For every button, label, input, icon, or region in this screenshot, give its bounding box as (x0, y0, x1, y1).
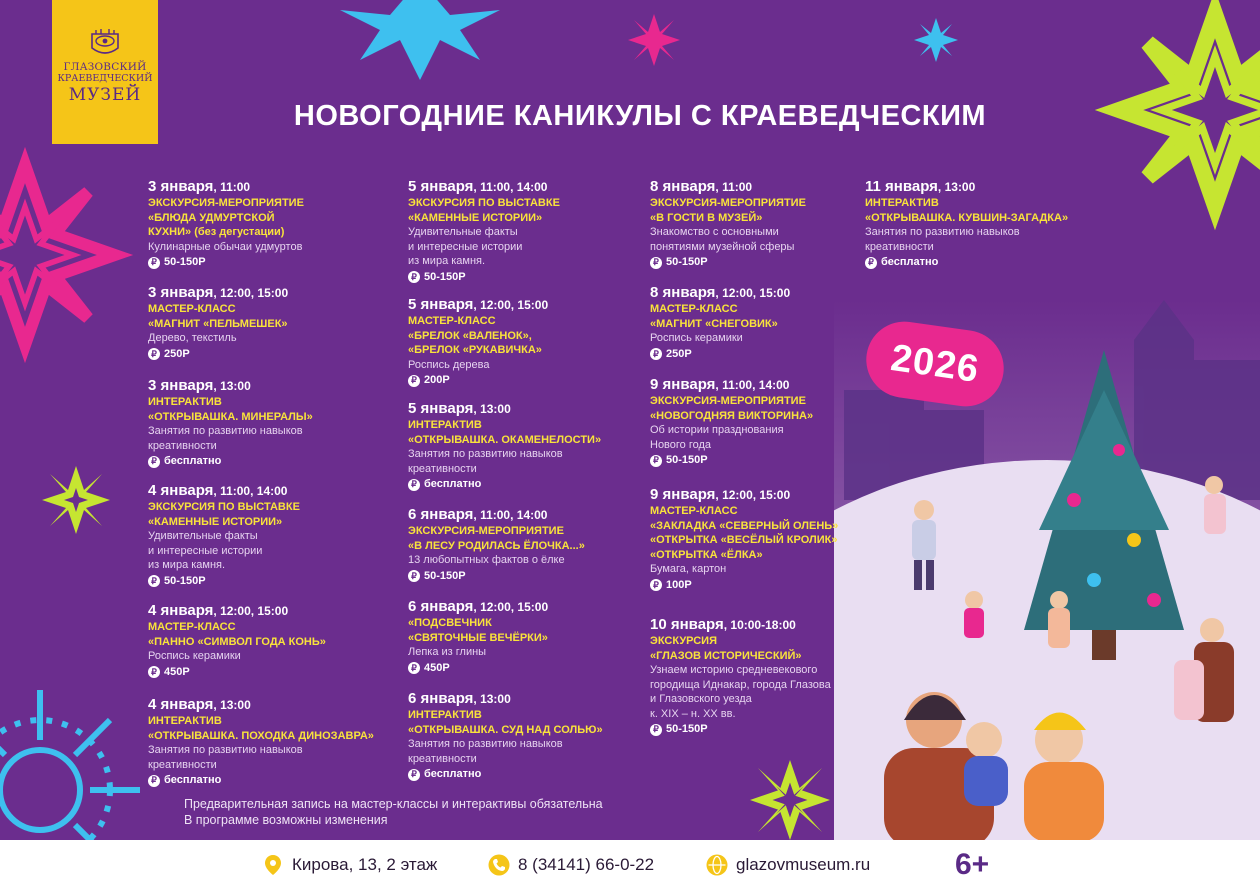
event-date-text: 8 января (650, 284, 716, 301)
event-item (408, 296, 648, 388)
event-title-line: ИНТЕРАКТИВ (148, 715, 222, 727)
phone-text[interactable]: 8 (34141) 66-0-22 (518, 855, 655, 874)
event-date-text: 11 января (865, 178, 938, 195)
event-time: , 12:00, 15:00 (473, 600, 549, 614)
event-description-line: Роспись керамики (148, 650, 241, 662)
event-price-value: 50-150Р (424, 270, 466, 283)
event-item (408, 506, 648, 584)
event-price (650, 255, 890, 270)
event-price (408, 477, 648, 492)
event-title-line: КУХНИ» (без дегустации) (148, 226, 285, 238)
event-description-line: креативности (408, 462, 477, 475)
ruble-icon: ₽ (148, 257, 160, 269)
event-price (408, 661, 648, 676)
event-time: , 11:00, 14:00 (213, 484, 288, 498)
note-changes: В программе возможны изменения (184, 813, 388, 827)
event-title-line: ЭКСКУРСИЯ-МЕРОПРИЯТИЕ (650, 197, 806, 209)
event-date-text: 4 января (148, 696, 214, 713)
event-title-line: ЭКСКУРСИЯ (650, 635, 717, 647)
event-price (408, 270, 648, 285)
ruble-icon: ₽ (650, 579, 662, 591)
event-description-line: Удивительные факты (408, 226, 518, 238)
footer-phone[interactable] (488, 854, 654, 876)
year-badge: 2026 (861, 317, 1008, 411)
event-description-line: Кулинарные обычаи удмуртов (148, 240, 303, 253)
event-price-value: 100Р (666, 578, 692, 591)
event-price (650, 453, 890, 468)
event-description-line: 13 любопытных фактов о ёлке (408, 554, 565, 566)
event-description-line: Роспись керамики (650, 332, 743, 344)
event-title-line: МАСТЕР-КЛАСС (408, 315, 496, 327)
event-title-line: МАСТЕР-КЛАСС (650, 505, 738, 517)
map-pin-icon (262, 854, 284, 876)
event-date (650, 486, 890, 504)
event-title-line: ЭКСКУРСИЯ-МЕРОПРИЯТИЕ (650, 395, 806, 407)
event-item (408, 690, 648, 782)
event-date (408, 506, 648, 524)
notes (184, 796, 603, 828)
ruble-icon: ₽ (650, 455, 662, 467)
event-date-text: 3 января (148, 284, 214, 301)
event-title-line: «ОТКРЫТКА «ВЕСЁЛЫЙ КРОЛИК» (650, 534, 838, 546)
event-time: , 13:00 (937, 180, 976, 194)
event-price-value: бесплатно (424, 768, 482, 780)
event-date-text: 4 января (148, 602, 214, 619)
event-price (148, 454, 388, 469)
event-item (408, 400, 648, 492)
event-price (148, 347, 388, 362)
event-date (408, 178, 648, 196)
event-date (650, 376, 890, 394)
event-description-line: из мира камня. (148, 559, 226, 571)
ruble-icon: ₽ (148, 666, 160, 678)
logo-line-3: МУЗЕЙ (68, 85, 142, 105)
event-title-line: ЭКСКУРСИЯ ПО ВЫСТАВКЕ (148, 501, 300, 513)
page-title: НОВОГОДНИЕ КАНИКУЛЫ С КРАЕВЕДЧЕСКИМ (293, 100, 987, 132)
event-title-line: ЭКСКУРСИЯ-МЕРОПРИЯТИЕ (148, 197, 304, 209)
museum-logo (52, 0, 158, 144)
event-title-line: ИНТЕРАКТИВ (865, 197, 939, 209)
event-description-line: креативности (148, 439, 217, 452)
event-time: , 10:00-18:00 (723, 618, 796, 632)
event-description-line: Занятия по развитию навыков (408, 448, 563, 460)
age-rating: 6+ (955, 848, 990, 881)
event-price (650, 578, 890, 593)
event-title-line: ЭКСКУРСИЯ-МЕРОПРИЯТИЕ (408, 525, 564, 537)
event-price-value: 50-150Р (164, 574, 206, 587)
event-time: , 11:00 (213, 180, 251, 194)
event-description-line: Узнаем историю средневекового (650, 664, 818, 676)
event-title-line: «ОТКРЫТКА «ЁЛКА» (650, 548, 763, 561)
event-price-value: 450Р (424, 661, 450, 674)
event-description-line: Занятия по развитию навыков (148, 744, 303, 756)
event-description-line: Нового года (650, 438, 712, 451)
event-description-line: из мира камня. (408, 255, 486, 267)
event-description-line: Бумага, картон (650, 563, 727, 575)
event-description-line: понятиями музейной сферы (650, 240, 795, 253)
event-price-value: 250Р (666, 347, 692, 360)
event-title-line: ЭКСКУРСИЯ ПО ВЫСТАВКЕ (408, 197, 560, 209)
ruble-icon: ₽ (148, 575, 160, 587)
event-item (650, 376, 890, 468)
event-title-line: МАСТЕР-КЛАСС (148, 621, 236, 633)
event-item (408, 598, 648, 676)
address-text: Кирова, 13, 2 этаж (292, 855, 438, 874)
ruble-icon: ₽ (650, 257, 662, 269)
event-title-line: «ПАННО «СИМВОЛ ГОДА КОНЬ» (148, 635, 326, 648)
website-link[interactable]: glazovmuseum.ru (736, 855, 871, 874)
event-date-text: 5 января (408, 178, 474, 195)
ruble-icon: ₽ (408, 375, 420, 387)
event-date (148, 284, 388, 302)
event-title-line: «ОТКРЫВАШКА. СУД НАД СОЛЬЮ» (408, 723, 603, 736)
event-date (650, 284, 890, 302)
event-title-line: «МАГНИТ «ПЕЛЬМЕШЕК» (148, 317, 288, 330)
logo-line-2: КРАЕВЕДЧЕСКИЙ (57, 73, 153, 84)
event-item (148, 602, 388, 680)
event-time: , 12:00, 15:00 (473, 298, 549, 312)
event-time: , 13:00 (473, 692, 511, 706)
event-title-line: «В ГОСТИ В МУЗЕЙ» (650, 211, 763, 224)
event-date-text: 4 января (148, 482, 214, 499)
event-time: , 12:00, 15:00 (715, 488, 791, 502)
event-time: , 13:00 (473, 402, 511, 416)
event-item (148, 178, 388, 270)
footer-address (262, 854, 437, 876)
ruble-icon: ₽ (650, 348, 662, 360)
event-item (650, 284, 890, 362)
note-registration: Предварительная запись на мастер-классы и интерактивы обязательна (184, 797, 603, 811)
event-title-line: «БЛЮДА УДМУРТСКОЙ (148, 211, 275, 224)
ruble-icon: ₽ (148, 775, 160, 787)
event-title-line: «БРЕЛОК «РУКАВИЧКА» (408, 344, 542, 356)
event-date-text: 10 января (650, 616, 724, 633)
event-title-line: «ПОДСВЕЧНИК (408, 617, 492, 629)
phone-icon (488, 854, 510, 876)
event-title-line: «ЗАКЛАДКА «СЕВЕРНЫЙ ОЛЕНЬ» (650, 519, 839, 532)
event-title-line: «КАМЕННЫЕ ИСТОРИИ» (408, 211, 543, 224)
event-title-line: ИНТЕРАКТИВ (408, 709, 482, 721)
event-date (408, 296, 648, 314)
event-title-line: «В ЛЕСУ РОДИЛАСЬ ЁЛОЧКА...» (408, 539, 585, 552)
event-time: , 13:00 (213, 698, 251, 712)
event-description-line: Знакомство с основными (650, 226, 779, 238)
event-price (148, 255, 388, 270)
event-time: , 11:00, 14:00 (473, 508, 548, 522)
ruble-icon: ₽ (408, 479, 420, 491)
event-price-value: 200Р (424, 374, 450, 386)
event-date (650, 616, 890, 634)
event-title-line: «ОТКРЫВАШКА. ОКАМЕНЕЛОСТИ» (408, 433, 602, 446)
event-item (865, 178, 1105, 270)
event-date-text: 9 января (650, 376, 716, 393)
event-description-line: Занятия по развитию навыков (148, 425, 303, 437)
event-time: , 12:00, 15:00 (213, 604, 289, 618)
event-description-line: Лепка из глины (408, 646, 487, 658)
event-item (650, 486, 890, 593)
eye-hand-icon (86, 28, 124, 58)
event-item (148, 377, 388, 469)
event-date-text: 9 января (650, 486, 716, 503)
event-date (408, 690, 648, 708)
event-price-value: 450Р (164, 665, 190, 678)
event-price-value: бесплатно (164, 455, 222, 467)
ruble-icon: ₽ (408, 769, 420, 781)
event-price-value: бесплатно (164, 774, 222, 786)
event-date (408, 400, 648, 418)
logo-line-1: ГЛАЗОВСКИЙ (63, 61, 147, 73)
event-title-line: «КАМЕННЫЕ ИСТОРИИ» (148, 515, 283, 528)
event-date-text: 6 января (408, 598, 474, 615)
event-date-text: 5 января (408, 296, 474, 313)
event-date-text: 6 января (408, 690, 474, 707)
event-date (148, 377, 388, 395)
event-description-line: креативности (148, 758, 217, 771)
event-date-text: 6 января (408, 506, 474, 523)
event-price-value: 50-150Р (666, 256, 708, 268)
event-price (865, 255, 1105, 270)
event-item (650, 616, 890, 737)
event-price (148, 665, 388, 680)
event-description-line: Занятия по развитию навыков (865, 226, 1020, 238)
event-title-line: «НОВОГОДНЯЯ ВИКТОРИНА» (650, 409, 814, 422)
event-date (148, 178, 388, 196)
event-time: , 11:00 (715, 180, 753, 194)
event-price (408, 569, 648, 584)
event-date-text: 5 января (408, 400, 474, 417)
event-description-line: Роспись дерева (408, 358, 490, 371)
event-title-line: «ОТКРЫВАШКА. ПОХОДКА ДИНОЗАВРА» (148, 729, 374, 742)
event-date-text: 8 января (650, 178, 716, 195)
event-date-text: 3 января (148, 377, 214, 394)
event-description-line: Удивительные факты (148, 530, 258, 542)
event-date (650, 178, 890, 196)
ruble-icon: ₽ (408, 662, 420, 674)
event-date (865, 178, 1105, 196)
event-item (148, 284, 388, 362)
event-price-value: 50-150Р (424, 569, 466, 582)
event-date (408, 598, 648, 616)
event-time: , 12:00, 15:00 (715, 286, 791, 300)
event-title-line: «СВЯТОЧНЫЕ ВЕЧЁРКИ» (408, 631, 548, 644)
event-description-line: Занятия по развитию навыков (408, 738, 563, 750)
event-title-line: ИНТЕРАКТИВ (148, 396, 222, 408)
event-description-line: креативности (408, 752, 477, 765)
event-description-line: Об истории празднования (650, 424, 784, 436)
event-description-line: креативности (865, 240, 934, 253)
event-price-value: 50-150Р (666, 723, 708, 735)
event-description-line: и Глазовского уезда (650, 693, 752, 705)
event-description-line: городища Иднакар, города Глазова (650, 678, 831, 691)
event-date (148, 696, 388, 714)
event-title-line: МАСТЕР-КЛАСС (148, 303, 236, 315)
event-date (148, 482, 388, 500)
event-price-value: 50-150Р (666, 454, 708, 466)
event-title-line: «МАГНИТ «СНЕГОВИК» (650, 317, 778, 330)
event-title-line: «ОТКРЫВАШКА. КУВШИН-ЗАГАДКА» (865, 211, 1069, 224)
event-price (408, 767, 648, 782)
ruble-icon: ₽ (148, 348, 160, 360)
event-title-line: МАСТЕР-КЛАСС (650, 303, 738, 315)
ruble-icon: ₽ (650, 724, 662, 736)
event-price (148, 773, 388, 788)
event-item (408, 178, 648, 285)
ruble-icon: ₽ (408, 570, 420, 582)
ruble-icon: ₽ (148, 456, 160, 468)
event-price (650, 347, 890, 362)
footer-website[interactable] (706, 854, 870, 876)
event-price (148, 574, 388, 589)
ruble-icon: ₽ (408, 271, 420, 283)
event-price-value: 50-150Р (164, 256, 206, 268)
event-title-line: ИНТЕРАКТИВ (408, 419, 482, 431)
event-description-line: Дерево, текстиль (148, 332, 237, 344)
event-time: , 13:00 (213, 379, 251, 393)
event-date (148, 602, 388, 620)
event-title-line: «БРЕЛОК «ВАЛЕНОК», (408, 329, 532, 342)
event-price (408, 373, 648, 388)
event-price-value: бесплатно (424, 478, 482, 490)
event-time: , 12:00, 15:00 (213, 286, 289, 300)
event-item (148, 482, 388, 589)
event-item (148, 696, 388, 788)
event-time: , 11:00, 14:00 (473, 180, 548, 194)
event-price-value: 250Р (164, 347, 190, 360)
footer (0, 840, 1260, 892)
event-date-text: 3 января (148, 178, 214, 195)
event-description-line: к. XIX – н. XX вв. (650, 707, 736, 720)
event-time: , 11:00, 14:00 (715, 378, 790, 392)
event-price-value: бесплатно (881, 256, 939, 268)
ruble-icon: ₽ (865, 257, 877, 269)
event-item (650, 178, 890, 270)
event-price (650, 722, 890, 737)
globe-icon (706, 854, 728, 876)
event-description-line: и интересные истории (148, 544, 263, 557)
event-title-line: «ГЛАЗОВ ИСТОРИЧЕСКИЙ» (650, 649, 802, 662)
event-description-line: и интересные истории (408, 240, 523, 253)
event-title-line: «ОТКРЫВАШКА. МИНЕРАЛЫ» (148, 410, 313, 423)
